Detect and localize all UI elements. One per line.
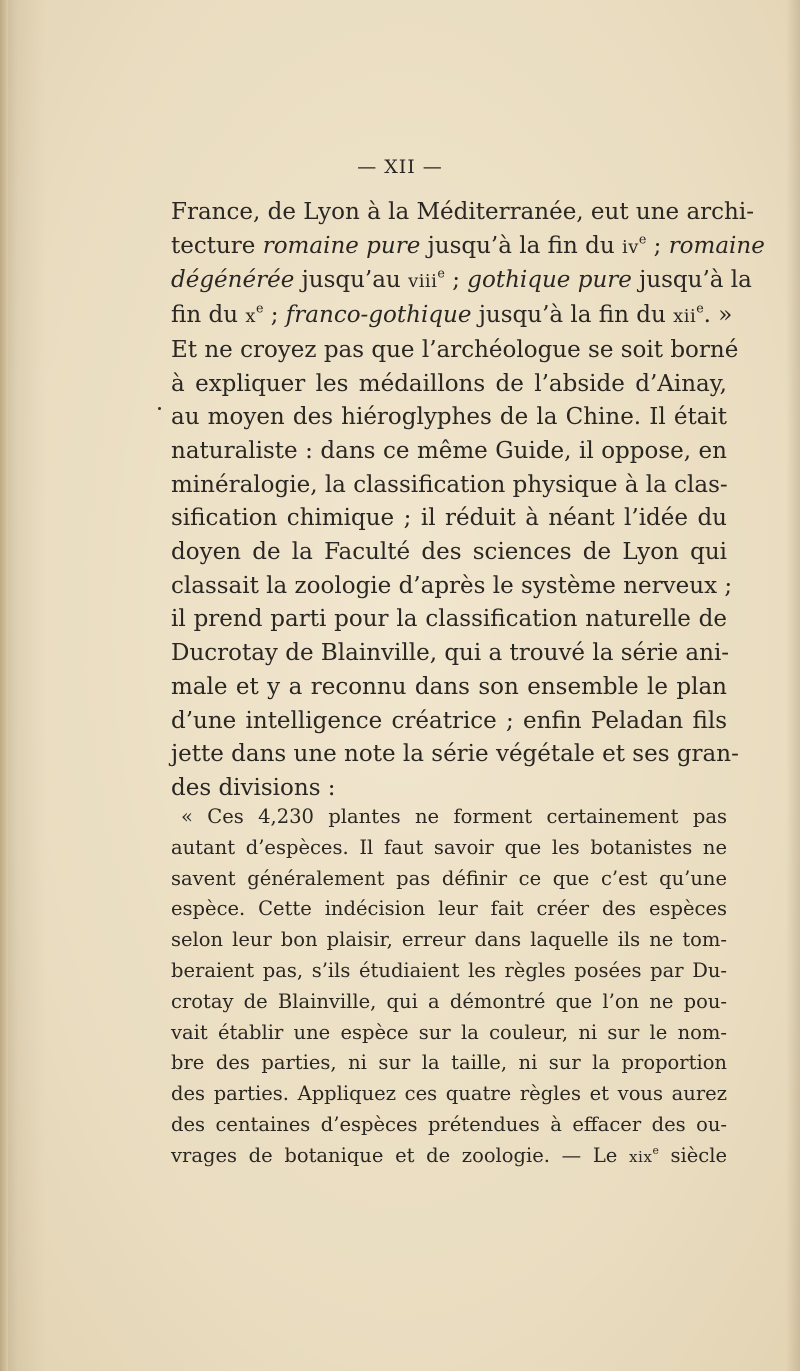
- page-binding-edge: [0, 0, 8, 1371]
- text-line: sification chimique ; il réduit à néant l’idée du: [171, 505, 727, 532]
- text-line: dégénérée jusqu’au viii$^e$ ; gothique pure jusqu’à la: [171, 265, 752, 294]
- text-line: male et y a reconnu dans son ensemble le plan: [171, 673, 727, 700]
- quote-line: bre des parties, ni sur la taille, ni sur la proportion: [171, 1051, 727, 1075]
- text-line: jette dans une note la série végétale et ses gran-: [171, 741, 739, 768]
- text-line: Et ne croyez pas que l’archéologue se soit borné: [171, 336, 739, 363]
- quote-line: beraient pas, s’ils étudiaient les règles posées par Du-: [171, 958, 727, 982]
- quote-line: selon leur bon plaisir, erreur dans laquelle ils ne tom-: [171, 928, 727, 952]
- text-line: d’une intelligence créatrice ; enfin Peladan fils: [171, 707, 727, 734]
- quote-line: des parties. Appliquez ces quatre règles et vous aurez: [171, 1082, 727, 1106]
- text-line: fin du $x^e$ ; franco-gothique jusqu’à la fin du xii$^e$. »: [171, 300, 733, 329]
- quote-line: « Ces 4,230 plantes ne forment certainement pas: [181, 805, 727, 828]
- quote-line: vrages de botanique et de zoologie. — Le xix$^e$ siècle: [171, 1143, 727, 1167]
- text-line: à expliquer les médaillons de l’abside d’Ainay,: [171, 370, 727, 397]
- quote-line: savent généralement pas définir ce que c’est qu’une: [171, 866, 727, 890]
- quote-line: autant d’espèces. Il faut savoir que les botanistes ne: [171, 835, 727, 859]
- quote-line: vait établir une espèce sur la couleur, ni sur le nom-: [171, 1020, 727, 1044]
- block-quote: [171, 802, 727, 1173]
- text-line: Ducrotay de Blainville, qui a trouvé la série ani-: [171, 640, 730, 667]
- text-line: tecture romaine pure jusqu’à la fin du $iv^e$ ; romaine: [171, 231, 765, 259]
- text-line: France, de Lyon à la Méditerranée, eut une archi-: [171, 199, 754, 225]
- main-paragraph: [171, 196, 765, 806]
- text-line: naturaliste : dans ce même Guide, il oppose, en: [171, 437, 727, 464]
- ink-speck: [158, 407, 161, 410]
- page-number-header: — XII —: [357, 156, 443, 178]
- text-line: des divisions :: [171, 774, 336, 801]
- text-line: classait la zoologie d’après le système nerveux ;: [171, 572, 733, 599]
- text-line: minéralogie, la classification physique à la clas-: [171, 471, 728, 498]
- text-line: au moyen des hiéroglyphes de la Chine. Il était: [171, 404, 727, 431]
- quote-line: des centaines d’espèces prétendues à effacer des ou-: [171, 1112, 727, 1136]
- text-line: doyen de la Faculté des sciences de Lyon qui: [171, 539, 727, 566]
- quote-line: crotay de Blainville, qui a démontré que l’on ne pou-: [171, 989, 727, 1013]
- text-line: il prend parti pour la classification naturelle de: [171, 606, 727, 633]
- quote-line: espèce. Cette indécision leur fait créer des espèces: [171, 897, 727, 921]
